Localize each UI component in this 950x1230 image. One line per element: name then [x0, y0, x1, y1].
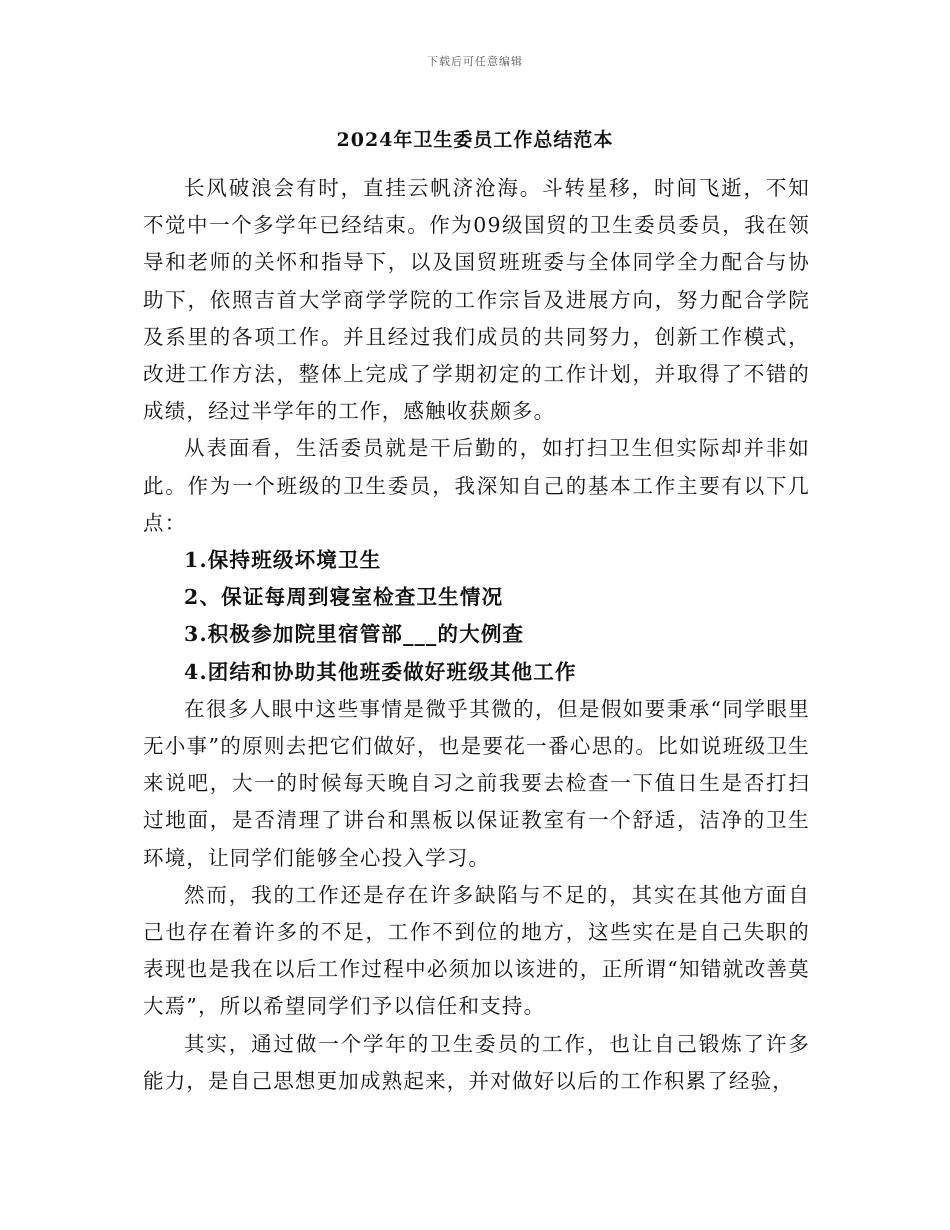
paragraph-shortcomings: 然而，我的工作还是存在许多缺陷与不足的，其实在其他方面自己也存在着许多的不足，工作不到位的地方，这些实在是自己失职的表现也是我在以后工作过程中必须加以该进的，正所谓“知错就改善莫大焉”，所以希望同学们予以信任和支持。: [143, 882, 810, 1019]
list-item: 3.积极参加院里宿管部___的大例查: [184, 622, 525, 647]
list-item: 1.保持班级坏境卫生: [184, 548, 382, 573]
list-item: 2、保证每周到寝室检查卫生情况: [184, 585, 504, 610]
paragraph-intro: 长风破浪会有时，直挂云帆济沧海。斗转星移，时间飞逝，不知不觉中一个多学年已经结束。作为09级国贸的卫生委员委员，我在领导和老师的关怀和指导下，以及国贸班班委与全体同学全力配合与协助下，依照吉首大学商学学院的工作宗旨及进展方向，努力配合学院及系里的各项工作。并且经过我们成员的共同努力，创新工作模式，改进工作方法，整体上完成了学期初定的工作计划，并取得了不错的成绩，经过半学年的工作，感触收获颇多。: [143, 176, 810, 424]
document-body: [143, 170, 810, 1100]
header-note: 下载后可任意编辑: [427, 55, 523, 68]
paragraph-duties: 从表面看，生活委员就是干后勤的，如打扫卫生但实际却并非如此。作为一个班级的卫生委员，我深知自己的基本工作主要有以下几点：: [143, 436, 810, 535]
paragraph-details: 在很多人眼中这些事情是微乎其微的，但是假如要秉承“同学眼里无小事”的原则去把它们做好，也是要花一番心思的。比如说班级卫生来说吧，大一的时候每天晚自习之前我要去检查一下值日生是否打扫过地面，是否清理了讲台和黑板以保证教室有一个舒适，洁净的卫生环境，让同学们能够全心投入学习。: [143, 696, 810, 870]
list-item: 4.团结和协助其他班委做好班级其他工作: [184, 659, 577, 684]
document-title: 2024年卫生委员工作总结范本: [336, 129, 614, 151]
paragraph-gains: 其实，通过做一个学年的卫生委员的工作，也让自己锻炼了许多能力，是自己思想更加成熟起来，并对做好以后的工作积累了经验，: [143, 1031, 810, 1093]
